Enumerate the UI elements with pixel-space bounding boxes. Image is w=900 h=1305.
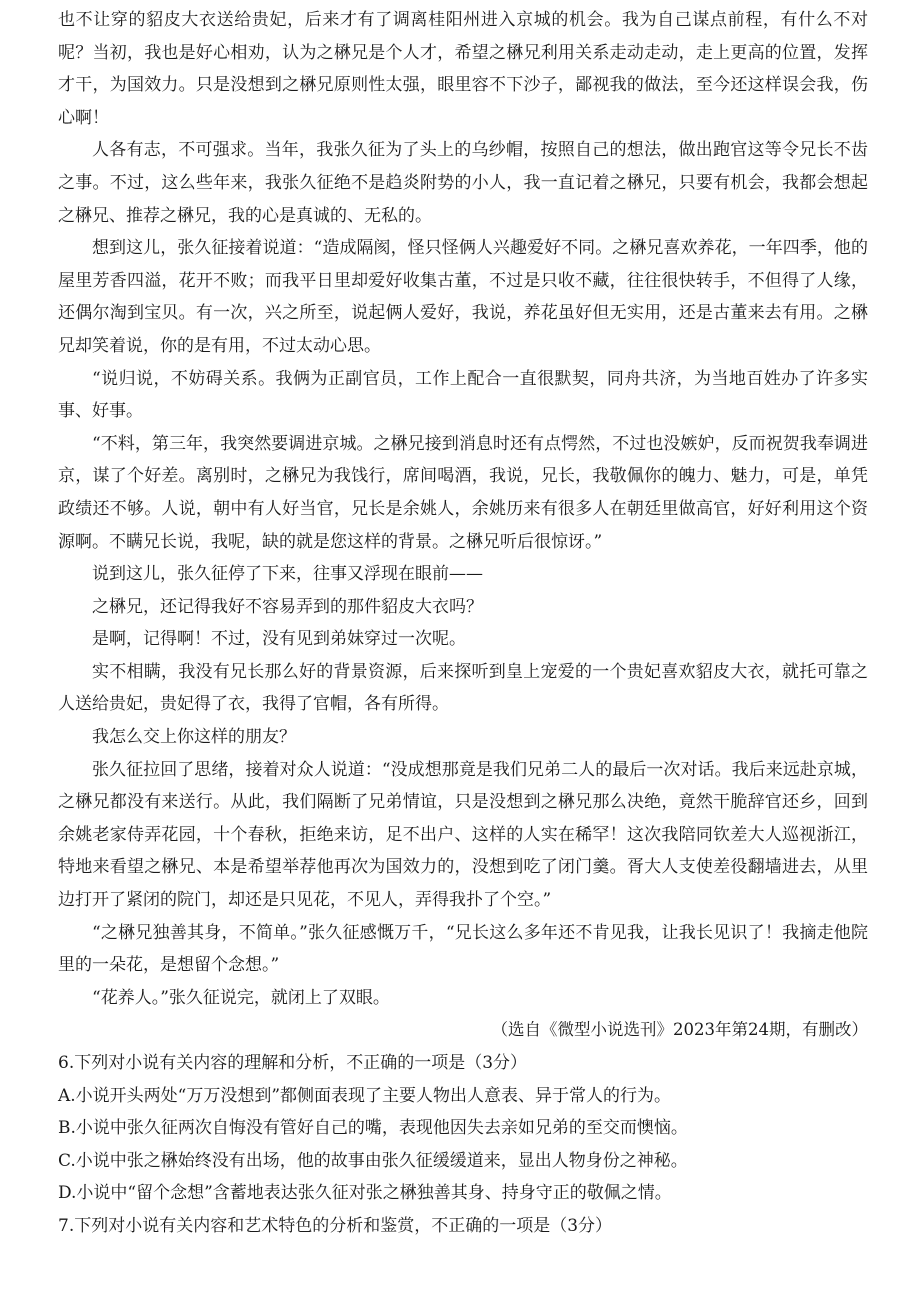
story-paragraph-3: 想到这儿，张久征接着说道：“造成隔阂，怪只怪俩人兴趣爱好不同。之楙兄喜欢养花，一年四季，他的屋里芳香四溢，花开不败；而我平日里却爱好收集古董，不过是只收不藏，往往很快转手，不但得了人缘，还偶尔淘到宝贝。有一次，兴之所至，说起俩人爱好，我说，养花虽好但无实用，还是古董来去有用。之楙兄却笑着说，你的是有用，不过太动心思。	[58, 238, 868, 356]
question-6-stem: 6.下列对小说有关内容的理解和分析，不正确的一项是（3分）	[58, 1053, 528, 1073]
question-7-stem: 7.下列对小说有关内容和艺术特色的分析和鉴赏，不正确的一项是（3分）	[58, 1215, 613, 1236]
question-6-option-b: B.小说中张久征两次自悔没有管好自己的嘴，表现他因失去亲如兄弟的至交而懊恼。	[58, 1118, 688, 1139]
question-6-option-c: C.小说中张之楙始终没有出场，他的故事由张久征缓缓道来，显出人物身份之神秘。	[58, 1150, 688, 1171]
story-paragraph-5: “不料，第三年，我突然要调进京城。之楙兄接到消息时还有点愕然，不过也没嫉妒，反而祝贺我奉调进京，谋了个好差。离别时，之楙兄为我饯行，席间喝酒，我说，兄长，我敬佩你的魄力、魅力，可是，单凭政绩还不够。人说，朝中有人好当官，兄长是余姚人，余姚历来有很多人在朝廷里做高官，好好利用这个资源啊。不瞒兄长说，我呢，缺的就是您这样的背景。之楙兄听后很惊讶。”	[58, 433, 868, 552]
story-paragraph-12: “之楙兄独善其身，不简单。”张久征感慨万千，“兄长这么多年还不肯见我，让我长见识了！我摘走他院里的一朵花，是想留个念想。”	[58, 922, 868, 976]
story-paragraph-4: “说归说，不妨碍关系。我俩为正副官员，工作上配合一直很默契，同舟共济，为当地百姓办了许多实事、好事。	[58, 368, 868, 422]
question-7	[58, 1210, 868, 1243]
question-6-option-a: A.小说开头两处“万万没想到”都侧面表现了主要人物出人意表、异于常人的行为。	[58, 1085, 672, 1106]
story-text	[58, 4, 868, 1047]
story-paragraph-6: 说到这儿，张久征停了下来，往事又浮现在眼前——	[92, 564, 483, 585]
story-paragraph-1: 也不让穿的貂皮大衣送给贵妃，后来才有了调离桂阳州进入京城的机会。我为自己谋点前程，有什么不对呢？当初，我也是好心相劝，认为之楙兄是个人才，希望之楙兄利用关系走动走动，走上更高的位置，发挥才干，为国效力。只是没想到之楙兄原则性太强，眼里容不下沙子，鄙视我的做法，至今还这样误会我，伤心啊！	[58, 10, 868, 128]
source-citation: （选自《微型小说选刊》2023年第24期，有删改）	[491, 1020, 868, 1040]
question-6-option-d: D.小说中“留个念想”含蓄地表达张久征对张之楙独善其身、持身守正的敬佩之情。	[58, 1183, 672, 1204]
story-paragraph-7: 之楙兄，还记得我好不容易弄到的那件貂皮大衣吗？	[92, 596, 483, 617]
story-paragraph-11: 张久征拉回了思绪，接着对众人说道：“没成想那竟是我们兄弟二人的最后一次对话。我后来远赴京城，之楙兄都没有来送行。从此，我们隔断了兄弟情谊，只是没想到之楙兄那么决绝，竟然干脆辞官还乡，回到余姚老家侍弄花园，十个春秋，拒绝来访，足不出户、这样的人实在稀罕！这次我陪同钦差大人巡视浙江，特地来看望之楙兄、本是希望举荐他再次为国效力的，没想到吃了闭门羹。胥大人支使差役翻墙进去，从里边打开了紧闭的院门，却还是只见花，不见人，弄得我扑了个空。”	[58, 759, 868, 911]
story-paragraph-2: 人各有志，不可强求。当年，我张久征为了头上的乌纱帽，按照自己的想法，做出跑官这等令兄长不齿之事。不过，这么些年来，我张久征绝不是趋炎附势的小人，我一直记着之楙兄，只要有机会，我都会想起之楙兄、推荐之楙兄，我的心是真诚的、无私的。	[58, 140, 868, 226]
story-paragraph-8: 是啊，记得啊！不过，没有见到弟妹穿过一次呢。	[92, 629, 466, 650]
story-paragraph-9: 实不相瞒，我没有兄长那么好的背景资源，后来探听到皇上宠爱的一个贵妃喜欢貂皮大衣，就托可靠之人送给贵妃，贵妃得了衣，我得了官帽，各有所得。	[58, 661, 868, 715]
story-paragraph-10: 我怎么交上你这样的朋友？	[92, 727, 296, 748]
story-paragraph-13: “花养人。”张久征说完，就闭上了双眼。	[92, 987, 390, 1008]
question-6	[58, 1047, 868, 1210]
